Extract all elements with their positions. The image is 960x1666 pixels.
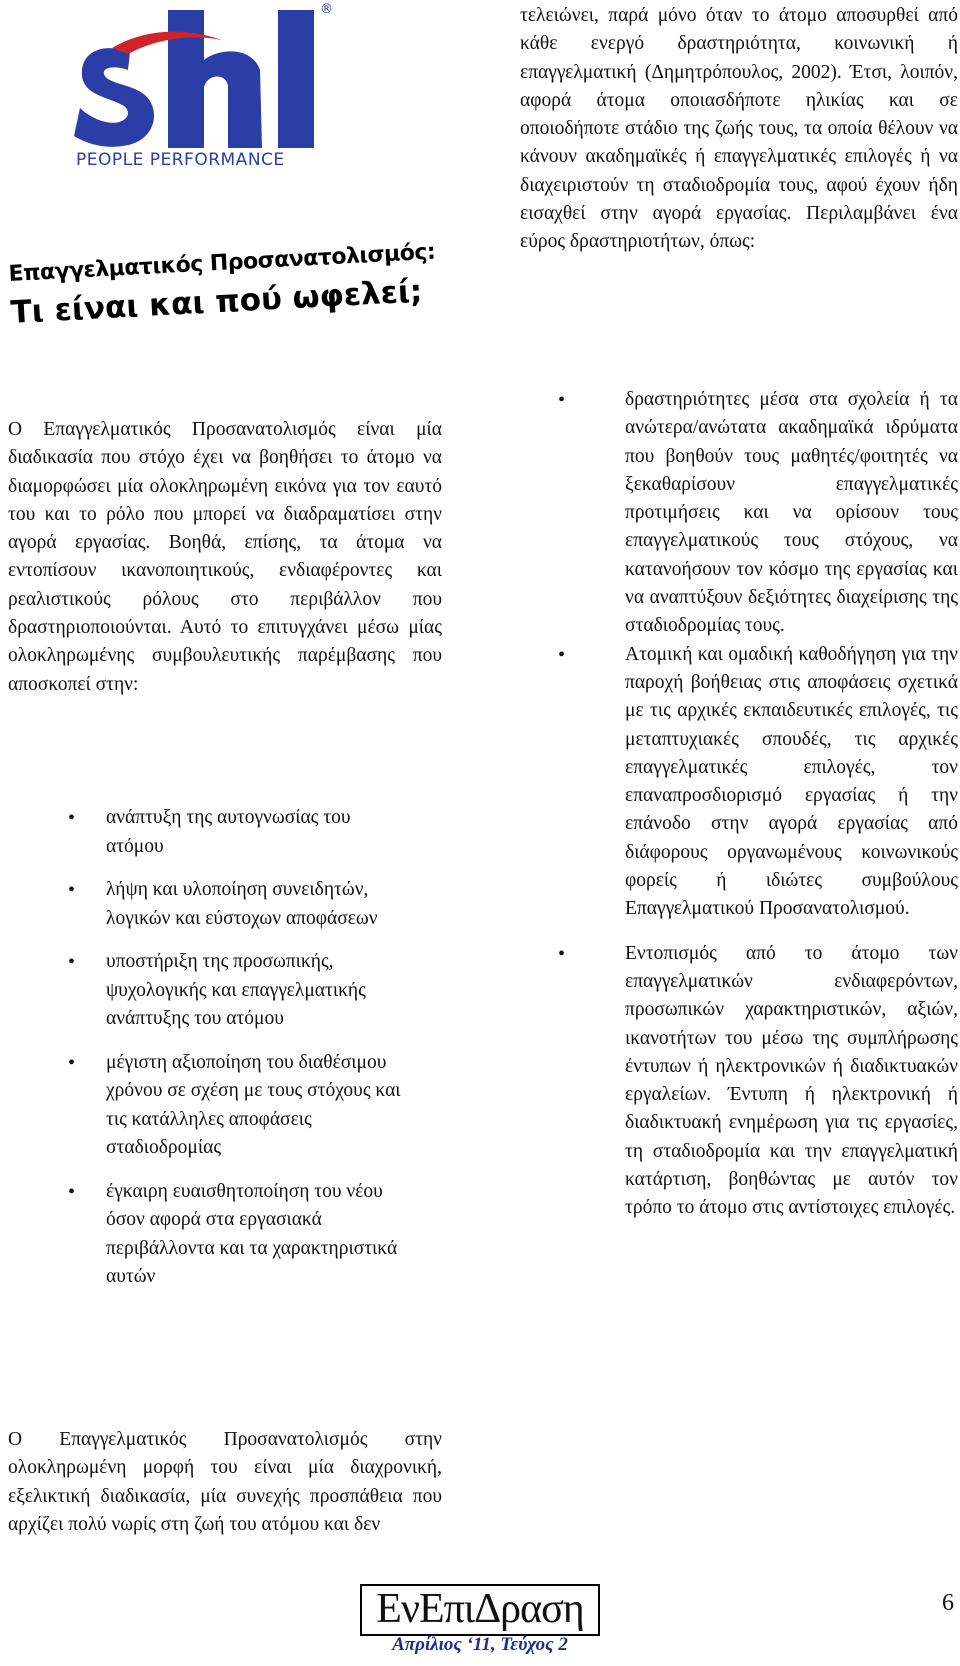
list-item: • ανάπτυξη της αυτογνωσίας του ατόμου [8, 804, 442, 861]
list-item: • Ατομική και ομαδική καθοδήγηση για την παροχή βοήθειας στις αποφάσεις σχετικά με τις αρχικές εκπαιδευτικές επιλογές, τις μεταπτυχιακές σπουδές, τις αρχικές επαγγελματικές επιλογές, τον επαναπροσδιορισμό εργασίας ή την επάνοδο στην αγορά εργασίας από διάφορους οργανωμένους κοινωνικούς φορείς ή ιδιώτες συμβούλους Επαγγελματικού Προσανατολισμού. [520, 641, 958, 924]
left-outro-paragraph [8, 1426, 442, 1539]
issue-label: Απρίλιος ‘11, Τεύχος 2 [392, 1634, 568, 1655]
outro-text: Ο Επαγγελματικός Προσανατολισμός στην ολοκληρωμένη μορφή του είναι μία διαχρονική, εξελικτική διαδικασία, μία συνεχής προσπάθεια που αρχίζει πολύ νωρίς στη ζωή του ατόμου και δεν [8, 1429, 442, 1535]
list-item: • λήψη και υλοποίηση συνειδητών, λογικών και εύστοχων αποφάσεων [8, 876, 442, 933]
article-title [8, 239, 451, 331]
shl-logo [72, 0, 352, 185]
list-item: • έγκαιρη ευαισθητοποίηση του νέου όσον αφορά στα εργασιακά περιβάλλοντα και τα χαρακτηριστικά αυτών [8, 1178, 442, 1292]
left-intro-paragraph [8, 416, 442, 699]
right-bullet-list [520, 386, 958, 1223]
title-line-2: Τι είναι και πού ωφελεί; [9, 273, 424, 331]
list-item: • Εντοπισμός από το άτομο των επαγγελματικών ενδιαφερόντων, προσωπικών χαρακτηριστικών, αξιών, ικανοτήτων του μέσω της συμπλήρωσης έντυπων ή ηλεκτρονικών ή διαδικτυακών εργαλείων. Έντυπη ή ηλεκτρονική ή διαδικτυακή ενημέρωση για τις εργασίες, τη σταδιοδρομία και την επαγγελματική κατάρτιση, βοηθώντας με αυτόν τον τρόπο το άτομο στις αντίστοιχες επιλογές. [520, 940, 958, 1223]
intro-text: Ο Επαγγελματικός Προσανατολισμός είναι μία διαδικασία που στόχο έχει να βοηθήσει το άτομο να διαμορφώσει μία ολοκληρωμένη εικόνα για τον εαυτό του και το ρόλο που μπορεί να διαδραματίσει στην αγορά εργασίας. Βοηθά, επίσης, τα άτομα να εντοπίσουν ικανοποιητικούς, ενδιαφέροντες και ρεαλιστικούς ρόλους στο περιβάλλον που δραστηριοποιούνται. Αυτό το επιτυγχάνει μέσω μίας ολοκληρωμένης συμβουλευτικής παρέμβασης που αποσκοπεί στην: [8, 419, 442, 695]
logo-tagline: PEOPLE PERFORMANCE [76, 150, 285, 170]
list-item: • δραστηριότητες μέσα στα σχολεία ή τα ανώτερα/ανώτατα ακαδημαϊκά ιδρύματα που βοηθούν τους μαθητές/φοιτητές να ξεκαθαρίσουν επαγγελματικές προτιμήσεις και να ορίσουν τους επαγγελματικούς τους στόχους, να κατανοήσουν τον κόσμο της εργασίας και να αναπτύξουν δεξιότητες διαχείρισης της σταδιοδρομίας τους. [520, 386, 958, 641]
left-bullet-list [8, 804, 442, 1292]
page-number: 6 [942, 1590, 954, 1616]
list-item: • μέγιστη αξιοποίηση του διαθέσιμου χρόνου σε σχέση με τους στόχους και τις κατάλληλες αποφάσεις σταδιοδρομίας [8, 1049, 442, 1163]
continuation-text: τελειώνει, παρά μόνο όταν το άτομο αποσυρθεί από κάθε ενεργό δραστηριότητα, κοινωνική ή επαγγελματική (Δημητρόπουλος, 2002). Έτσι, λοιπόν, αφορά άτομα οποιασδήποτε ηλικίας και σε οποιοδήποτε στάδιο της ζωής τους, τα οποία θέλουν να κάνουν ακαδημαϊκές ή επαγγελματικές επιλογές ή να διαχειριστούν τη σταδιοδρομία τους, αφού έχουν ήδη εισαχθεί στην αγορά εργασίας. Περιλαμβάνει ένα εύρος δραστηριοτήτων, όπως: [520, 5, 958, 253]
registered-mark: ® [320, 2, 333, 17]
title-line-1: Επαγγελματικός Προσανατολισμός: [8, 239, 436, 287]
magazine-masthead: ΕνΕπιΔραση [360, 1584, 600, 1636]
list-item: • υποστήριξη της προσωπικής, ψυχολογικής και επαγγελματικής ανάπτυξης του ατόμου [8, 948, 442, 1034]
right-top-paragraph [520, 2, 958, 257]
